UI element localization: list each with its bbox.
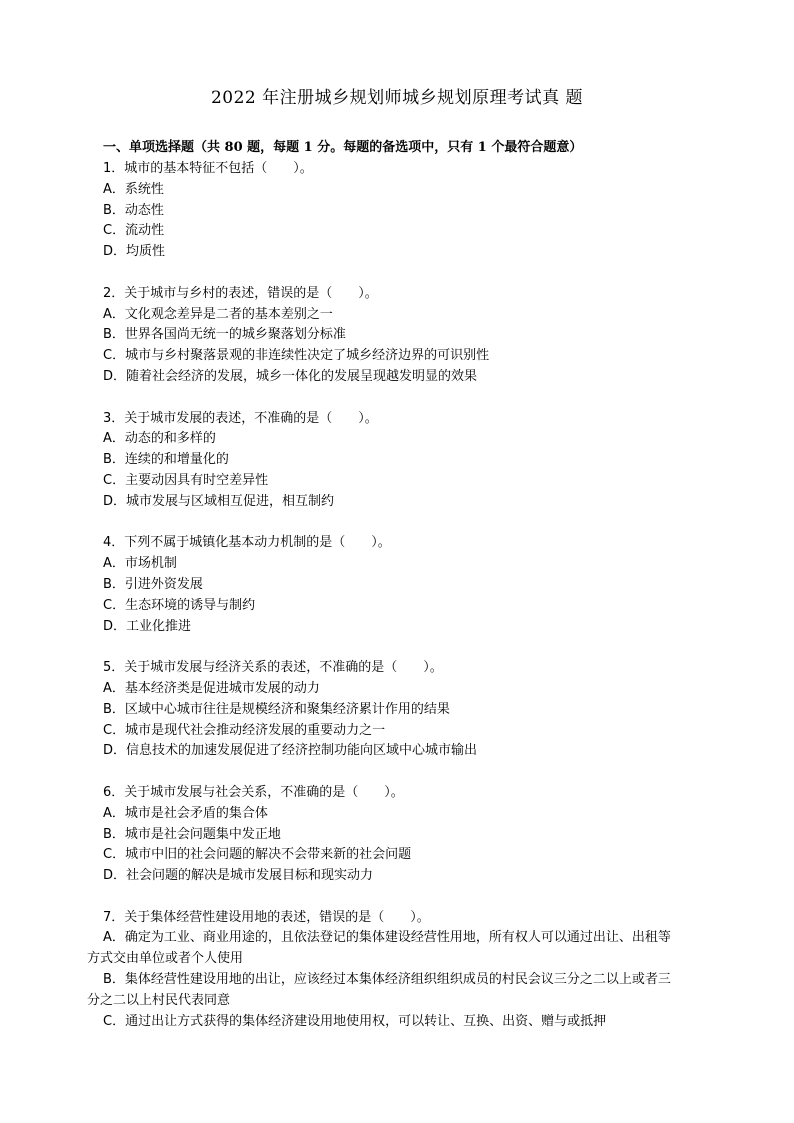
answer-option: D．随着社会经济的发展，城乡一体化的发展呈现越发明显的效果 <box>103 368 478 384</box>
question-stem: 3．关于城市发展的表述，不准确的是（ ）。 <box>103 410 378 426</box>
answer-option: B．动态性 <box>103 202 164 218</box>
question-stem: 7．关于集体经营性建设用地的表述，错误的是（ ）。 <box>103 909 430 925</box>
answer-option: A．城市是社会矛盾的集合体 <box>103 805 268 821</box>
answer-option: B．世界各国尚无统一的城乡聚落划分标准 <box>103 327 346 343</box>
spacer <box>0 762 794 783</box>
answer-option: D．均质性 <box>103 244 166 260</box>
document-title: 2022 年注册城乡规划师城乡规划原理考试真 题 <box>210 88 584 108</box>
answer-option: D．社会问题的解决是城市发展目标和现实动力 <box>103 868 374 884</box>
section-heading: 一、单项选择题（共 80 题，每题 1 分。每题的备选项中，只有 1 个最符合题意） <box>103 140 583 155</box>
question-stem: 4．下列不属于城镇化基本动力机制的是（ ）。 <box>103 535 391 551</box>
answer-option: A．系统性 <box>103 181 164 197</box>
spacer <box>0 513 794 534</box>
answer-option: B．连续的和增量化的 <box>103 452 229 468</box>
answer-option: C．生态环境的诱导与制约 <box>103 597 256 613</box>
answer-option: A．基本经济类是促进城市发展的动力 <box>103 680 320 696</box>
question-stem: 5．关于城市发展与经济关系的表述，不准确的是（ ）。 <box>103 660 443 676</box>
answer-option: C．城市与乡村聚落景观的非连续性决定了城乡经济边界的可识别性 <box>103 348 490 364</box>
answer-option: C．主要动因具有时空差异性 <box>103 472 269 488</box>
answer-option: D．信息技术的加速发展促进了经济控制功能向区域中心城市输出 <box>103 743 478 759</box>
answer-option: D．城市发展与区域相互促进，相互制约 <box>103 493 335 509</box>
answer-option: B．集体经营性建设用地的出让，应该经过本集体经济组织组织成员的村民会议三分之二以上或者三 <box>103 972 671 988</box>
answer-option: A．确定为工业、商业用途的，且依法登记的集体建设经营性用地，所有权人可以通过出让、出租等 <box>103 930 671 946</box>
spacer <box>0 263 794 284</box>
spacer <box>0 388 794 409</box>
answer-option-continuation: 方式交由单位或者个人使用 <box>87 951 244 967</box>
answer-option: C．城市中旧的社会问题的解决不会带来新的社会问题 <box>103 847 412 863</box>
answer-option: C．城市是现代社会推动经济发展的重要动力之一 <box>103 722 386 738</box>
answer-option: A．动态的和多样的 <box>103 431 216 447</box>
spacer <box>0 637 794 658</box>
answer-option: D．工业化推进 <box>103 618 192 634</box>
answer-option: A．文化观念差异是二者的基本差别之一 <box>103 306 333 322</box>
answer-option: B．区域中心城市往往是规模经济和聚集经济累计作用的结果 <box>103 701 450 717</box>
answer-option: A．市场机制 <box>103 556 177 572</box>
answer-option: B．城市是社会问题集中发正地 <box>103 826 281 842</box>
answer-option: C．通过出让方式获得的集体经济建设用地使用权，可以转让、互换、出资、赠与或抵押 <box>103 1013 607 1029</box>
question-stem: 2．关于城市与乡村的表述，错误的是（ ）。 <box>103 285 378 301</box>
spacer <box>0 887 794 908</box>
question-list <box>0 159 794 1032</box>
question-stem: 6．关于城市发展与社会关系，不准确的是（ ）。 <box>103 784 404 800</box>
question-stem: 1．城市的基本特征不包括（ ）。 <box>103 161 313 176</box>
answer-option-continuation: 分之二以上村民代表同意 <box>87 992 231 1008</box>
answer-option: B．引进外资发展 <box>103 576 203 592</box>
answer-option: C．流动性 <box>103 223 165 239</box>
